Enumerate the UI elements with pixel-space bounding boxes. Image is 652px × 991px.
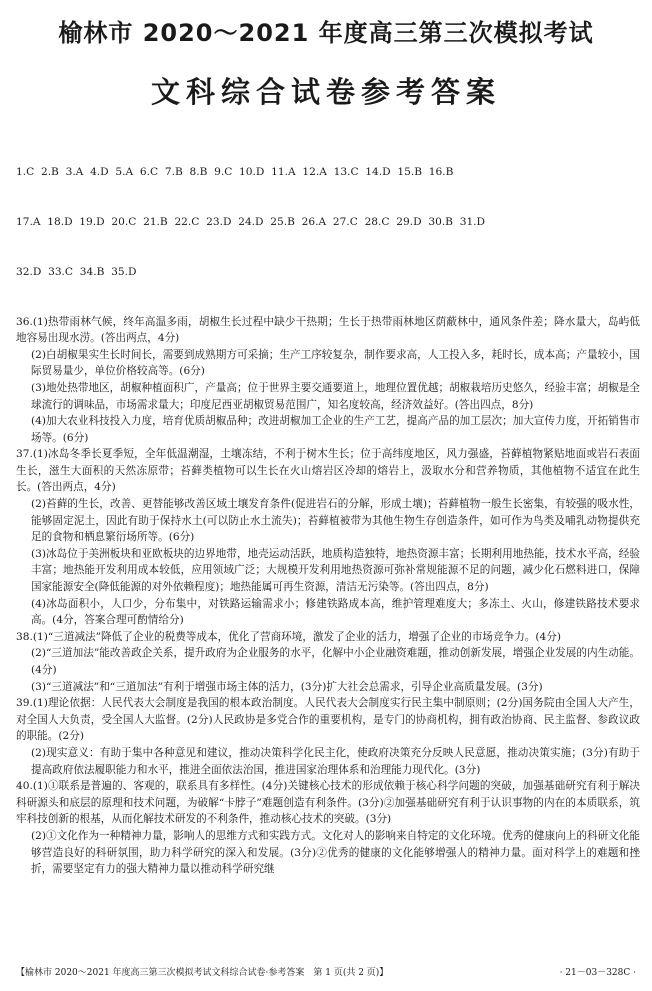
footer-code: · 21－03－328C ·	[559, 968, 636, 978]
q37-part-3: (3)冰岛位于美洲板块和亚欧板块的边界地带，地壳运动活跃，地质构造独特，地热资源丰富；长期利用地热能，技术水平高，经验丰富；地热能开发利用成本较低，应用领域广泛；大规模开发利用地热资源可弥补常规能源不足的问题，减少化石燃料进口，保障国家能源安全(降低能源的对外依赖程度)；地热能属可再生资源，清洁无污染等。(答出四点，8分)	[31, 547, 640, 594]
q38-part-3: (3)“三道减法”和“三道加法”有利于增强市场主体的活力，(3分)扩大社会总需求，引导企业高质量发展。(3分)	[31, 680, 543, 693]
q40-part-2: (2)①文化作为一种精神力量，影响人的思维方式和实践方式。文化对人的影响来自特定的文化环境。优秀的健康向上的科研文化能够营造良好的科研氛围，助力科学研究的深入和发展。(3分)②优秀的健康的文化能够增强人的精神力量。面对科学上的难题和挫折，需要坚定有力的强大精神力量以推动科学研究继	[31, 829, 640, 876]
q36-part-1: 36.(1)热带雨林气候，终年高温多雨，胡椒生长过程中缺少干热期；生长于热带雨林地区荫蔽林中，通风条件差；降水量大，岛屿低地容易出现水涝。(答出两点，4分)	[16, 315, 640, 345]
answer-content	[16, 131, 640, 878]
q38-part-2: (2)“三道加法”能改善政企关系，提升政府为企业服务的水平，化解中小企业融资难题，推动创新发展，增强企业发展的内生动能。(4分)	[31, 647, 640, 676]
q36-part-3: (3)地处热带地区，胡椒种植面积广，产量高；位于世界主要交通要道上，地理位置优越；胡椒栽培历史悠久，经验丰富；胡椒是全球流行的调味品，市场需求量大；印度尼西亚胡椒贸易范围广，知名度较高，经济效益好。(答出四点，8分)	[31, 381, 640, 411]
question-40	[16, 778, 640, 878]
question-37	[16, 446, 640, 629]
q38-part-1: 38.(1)“三道减法”降低了企业的税费等成本，优化了营商环境，激发了企业的活力，增强了企业的市场竞争力。(4分)	[16, 630, 561, 643]
q37-part-4: (4)冰岛面积小，人口少，分布集中，对铁路运输需求小；修建铁路成本高，维护管理难度大；多冻土、火山，修建铁路技术要求高。(4分，答案合理可酌情给分)	[31, 597, 640, 627]
q39-part-1: 39.(1)理论依据：人民代表大会制度是我国的根本政治制度。人民代表大会制度实行民主集中制原则；(2分)国务院由全国人大产生，对全国人大负责，受全国人大监督。(2分)人民政协是多党合作的重要机构，是专门的协商机构，拥有政治协商、民主监督、参政议政的职能。(2分)	[16, 697, 640, 743]
footer-source: 【榆林市 2020～2021 年度高三第三次模拟考试文科综合试卷·参考答案 第 1 页(共 2 页)】	[16, 968, 389, 978]
q36-part-4: (4)加大农业科技投入力度，培育优质胡椒品种；改进胡椒加工企业的生产工艺，提高产品的加工层次；加大宣传力度，开拓销售市场等。(6分)	[31, 415, 640, 444]
answer-key-title: 文科综合试卷参考答案	[150, 75, 501, 109]
q37-part-2: (2)苔藓的生长，改善、更替能够改善区域土壤发育条件(促进岩石的分解，形成土壤)；苔藓植物一般生长密集，有较强的吸水性，能够固定泥土，因此有助于保持水土(可以防止水土流失)；苔藓植被带为其他生物生存创造条件，如可作为鸟类及哺乳动物提供充足的食物和栖息繁衍场所等。(6分)	[31, 498, 640, 544]
multiple-choice-answers	[16, 131, 640, 314]
q39-part-2: (2)现实意义：有助于集中各种意见和建议，推动决策科学化民主化，使政府决策充分反映人民意愿，推动决策实施；(3分)有助于提高政府依法履职能力和水平，推进全面依法治国，推进国家治理体系和治理能力现代化。(3分)	[31, 746, 640, 776]
answers-row-1: 1.C 2.B 3.A 4.D 5.A 6.C 7.B 8.B 9.C 10.D 11.A 12.A 13.C 14.D 15.B 16.B	[16, 166, 454, 179]
exam-title: 榆林市 2020～2021 年度高三第三次模拟考试	[58, 19, 594, 47]
page-footer	[16, 966, 636, 980]
q40-part-1: 40.(1)①联系是普遍的、客观的，联系具有多样性。(4分)关键核心技术的形成依赖于核心科学问题的突破，加强基础研究有利于解决科研源头和底层的原理和技术问题，为破解“卡脖子”难题创造有利条件。(3分)②加强基础研究有利于认识事物的内在的本质联系，筑牢科技创新的根基，从而化解技术研发的不利条件，推动核心技术的突破。(3分)	[16, 780, 640, 826]
question-36	[16, 314, 640, 447]
answers-row-2: 17.A 18.D 19.D 20.C 21.B 22.C 23.D 24.D 25.B 26.A 27.C 28.C 29.D 30.B 31.D	[16, 215, 486, 228]
q36-part-2: (2)白胡椒果实生长时间长，需要到成熟期方可采摘；生产工序较复杂，制作要求高，人工投入多，耗时长，成本高；产量较小，国际贸易量少，单位价格较高等。(6分)	[31, 348, 640, 378]
question-39	[16, 695, 640, 778]
question-38	[16, 629, 640, 695]
answers-row-3: 32.D 33.C 34.B 35.D	[16, 265, 137, 278]
q37-part-1: 37.(1)冰岛冬季长夏季短，全年低温潮湿，土壤冻结，不利于树木生长；位于高纬度地区，风力强盛，苔藓植物紧贴地面或岩石表面生长，滋生大面积的天然冻原带；苔藓类植物可以生长在火山熔岩区冷却的熔岩上，汲取水分和营养物质，其他植物不适宜在此生长。(答出两点，4分)	[16, 448, 640, 494]
